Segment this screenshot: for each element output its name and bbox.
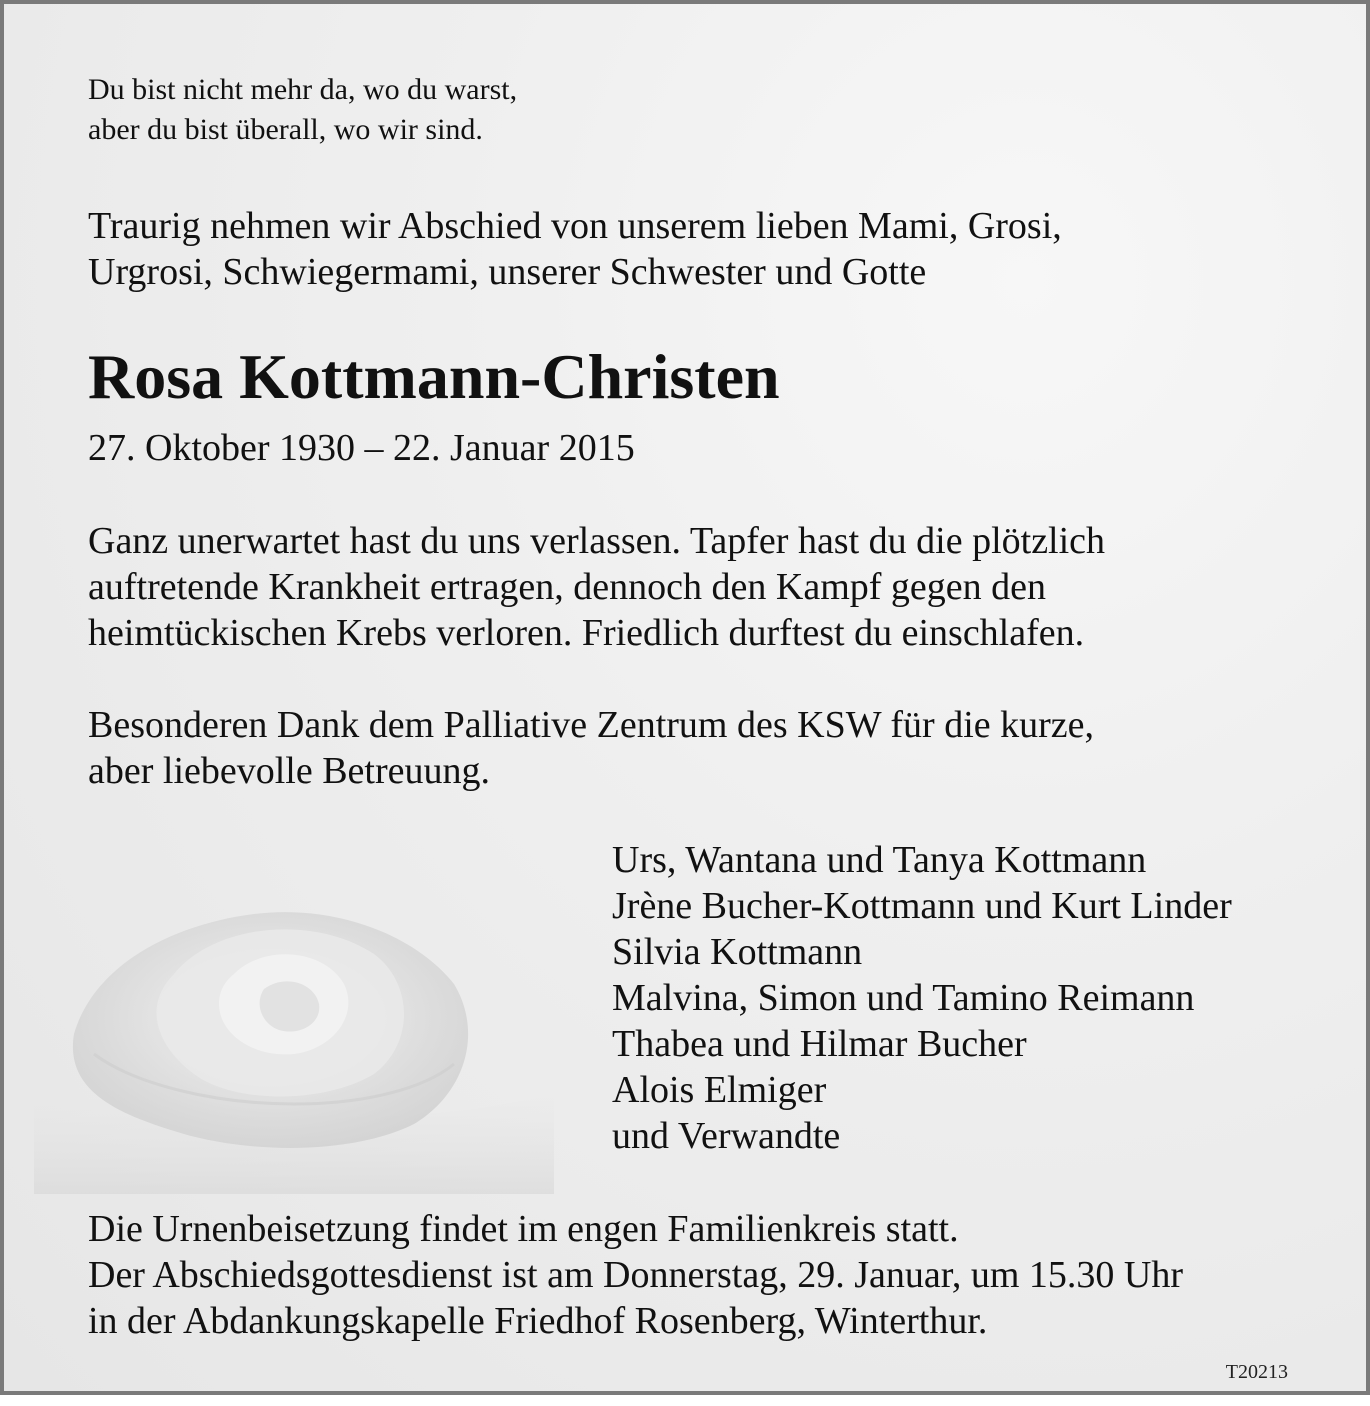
- mourner-entry: Malvina, Simon und Tamino Reimann: [612, 977, 1195, 1019]
- deceased-name: Rosa Kottmann-Christen: [88, 341, 780, 412]
- mourners-list: [612, 837, 1232, 1159]
- thanks-line: Besonderen Dank dem Palliative Zentrum des KSW für die kurze,: [88, 704, 1095, 746]
- intro-line: Traurig nehmen wir Abschied von unserem lieben Mami, Grosi,: [88, 205, 1062, 247]
- mourner-entry: Urs, Wantana und Tanya Kottmann: [612, 839, 1147, 881]
- intro-text: [88, 203, 1062, 295]
- mourner-entry: und Verwandte: [612, 1115, 841, 1157]
- thanks-line: aber liebevolle Betreuung.: [88, 750, 491, 792]
- mourner-entry: Thabea und Hilmar Bucher: [612, 1023, 1027, 1065]
- mourner-entry: Alois Elmiger: [612, 1069, 827, 1111]
- quote-line: aber du bist überall, wo wir sind.: [88, 113, 483, 146]
- rose-icon: [34, 854, 554, 1194]
- service-line: Die Urnenbeisetzung findet im engen Familienkreis statt.: [88, 1208, 959, 1250]
- mourner-entry: Jrène Bucher-Kottmann und Kurt Linder: [612, 885, 1232, 927]
- reference-code: T20213: [1225, 1361, 1288, 1383]
- mourner-entry: Silvia Kottmann: [612, 931, 863, 973]
- intro-line: Urgrosi, Schwiegermami, unserer Schwester und Gotte: [88, 251, 927, 293]
- quote-line: Du bist nicht mehr da, wo du warst,: [88, 73, 518, 106]
- memorial-quote: [88, 70, 517, 150]
- message-text: [88, 518, 1105, 656]
- message-line: heimtückischen Krebs verloren. Friedlich durftest du einschlafen.: [88, 612, 1085, 654]
- thanks-text: [88, 702, 1094, 794]
- service-info: [88, 1206, 1183, 1344]
- message-line: Ganz unerwartet hast du uns verlassen. Tapfer hast du die plötzlich: [88, 520, 1106, 562]
- message-line: auftretende Krankheit ertragen, dennoch den Kampf gegen den: [88, 566, 1047, 608]
- service-line: in der Abdankungskapelle Friedhof Rosenberg, Winterthur.: [88, 1300, 988, 1342]
- service-line: Der Abschiedsgottesdienst ist am Donnerstag, 29. Januar, um 15.30 Uhr: [88, 1254, 1184, 1296]
- life-dates: 27. Oktober 1930 – 22. Januar 2015: [88, 427, 635, 469]
